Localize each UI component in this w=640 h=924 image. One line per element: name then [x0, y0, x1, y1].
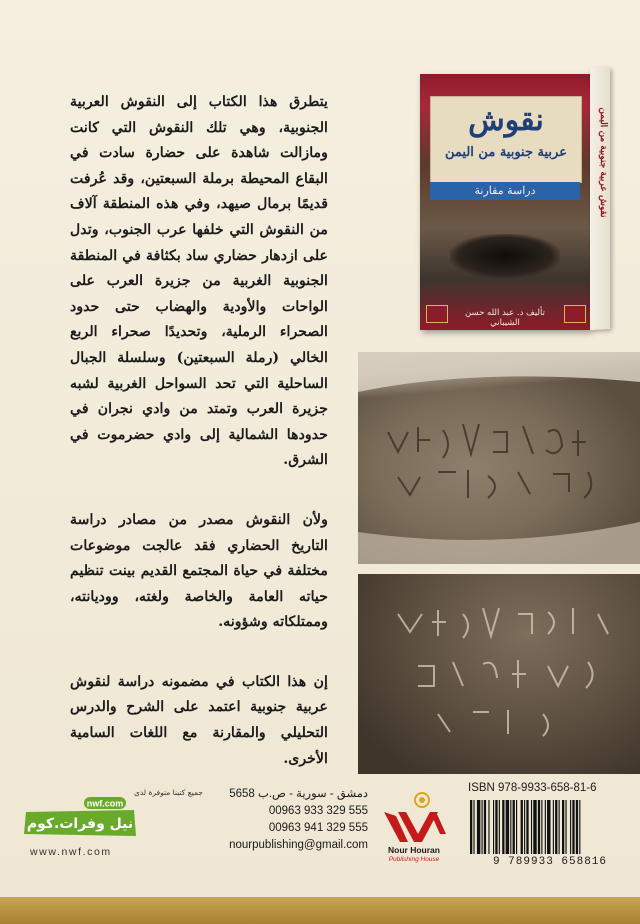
- publisher-mini-logo-icon: [564, 305, 586, 323]
- book-author: تأليف د. عبد الله حسن الشيباني: [465, 308, 545, 328]
- barcode-icon: [468, 800, 632, 854]
- nour-houran-logo-icon: [378, 790, 450, 844]
- nwf-url[interactable]: www.nwf.com: [30, 846, 112, 858]
- isbn-label: ISBN 978-9933-658-81-6: [468, 782, 597, 794]
- book-subtitle: عربية جنوبية من اليمن: [445, 145, 567, 160]
- paragraph-1: يتطرق هذا الكتاب إلى النقوش العربية الجنوبية، وهي تلك النقوش التي كانت ومازالت شاهدة على حضارة سادت في البقاع المحيطة برملة السبعتين، وقد عُرفت قديمًا برمال صيهد، وفي هذه المنطقة آلاف من النقوش التي خلفها عرب الجنوب، وتدل على ازدهار حضاري ساد بكثافة في المنطقة الجنوبية الغربية من جزيرة العرب على الواحات والأودية والهضاب حتى حدود الصحراء الرملية، وتحديدًا صحراء الربع الخالي (رملة السبعتين) وسلسلة الجبال الساحلية التي تحد السواحل الغربية لشبه جزيرة العرب وتمتد من وادي نجران في حدودها الشمالية إلى وادي حضرموت في الشرق.: [70, 94, 328, 469]
- bottom-band: [0, 897, 640, 924]
- publisher-subtitle: Publishing House: [388, 856, 440, 863]
- cave-image: [450, 234, 560, 278]
- barcode-digits: 9 789933 658816: [492, 856, 608, 868]
- paragraph-3: إن هذا الكتاب في مضمونه دراسة لنقوش عربية جنوبية اعتمد على الشرح والدرس التحليلي والمقارنة مع اللغات السامية الأخرى.: [70, 673, 328, 767]
- book-strip: دراسة مقارنة: [430, 182, 580, 200]
- phone-1: 00963 933 329 555: [268, 805, 368, 817]
- spine-title: نقوش عربية جنوبية من اليمن: [598, 107, 608, 218]
- book-front: [420, 74, 590, 330]
- description-text: [70, 90, 328, 806]
- book-title: نقوش: [468, 103, 544, 138]
- publisher-name: Nour Houran: [388, 845, 440, 855]
- email[interactable]: nourpublishing@gmail.com: [229, 839, 368, 851]
- address-row: [190, 786, 368, 803]
- nwf-badge-text: nwf.com: [86, 798, 124, 809]
- engraving-1-icon: [358, 352, 640, 564]
- engraving-2-icon: [358, 574, 640, 774]
- nwf-tagline: جميع كتبنا متوفرة لدى: [134, 788, 203, 797]
- nwf-logo-icon[interactable]: [22, 786, 203, 838]
- inscription-photo-2: [358, 574, 640, 774]
- nwf-brand: نيل وفرات.كوم: [26, 816, 134, 832]
- series-logo-icon: [426, 305, 448, 323]
- book-title-band: [430, 96, 582, 183]
- address: دمشق - سورية - ص.ب 5658: [229, 788, 368, 800]
- phone-2: 00963 941 329 555: [268, 822, 368, 834]
- contact-info: [190, 786, 368, 854]
- paragraph-2: ولأن النقوش مصدر من مصادر دراسة التاريخ الحضاري فقد عالجت موضوعات مختلفة في حياة المجتمع القديم بينت تنظيم حياته العامة والخاصة ولغته، ووديانته، وممتلكاته وشؤونه.: [70, 511, 328, 631]
- book-spine: [590, 67, 610, 330]
- book-cover-thumbnail: [420, 68, 610, 331]
- inscription-photo-1: [358, 352, 640, 564]
